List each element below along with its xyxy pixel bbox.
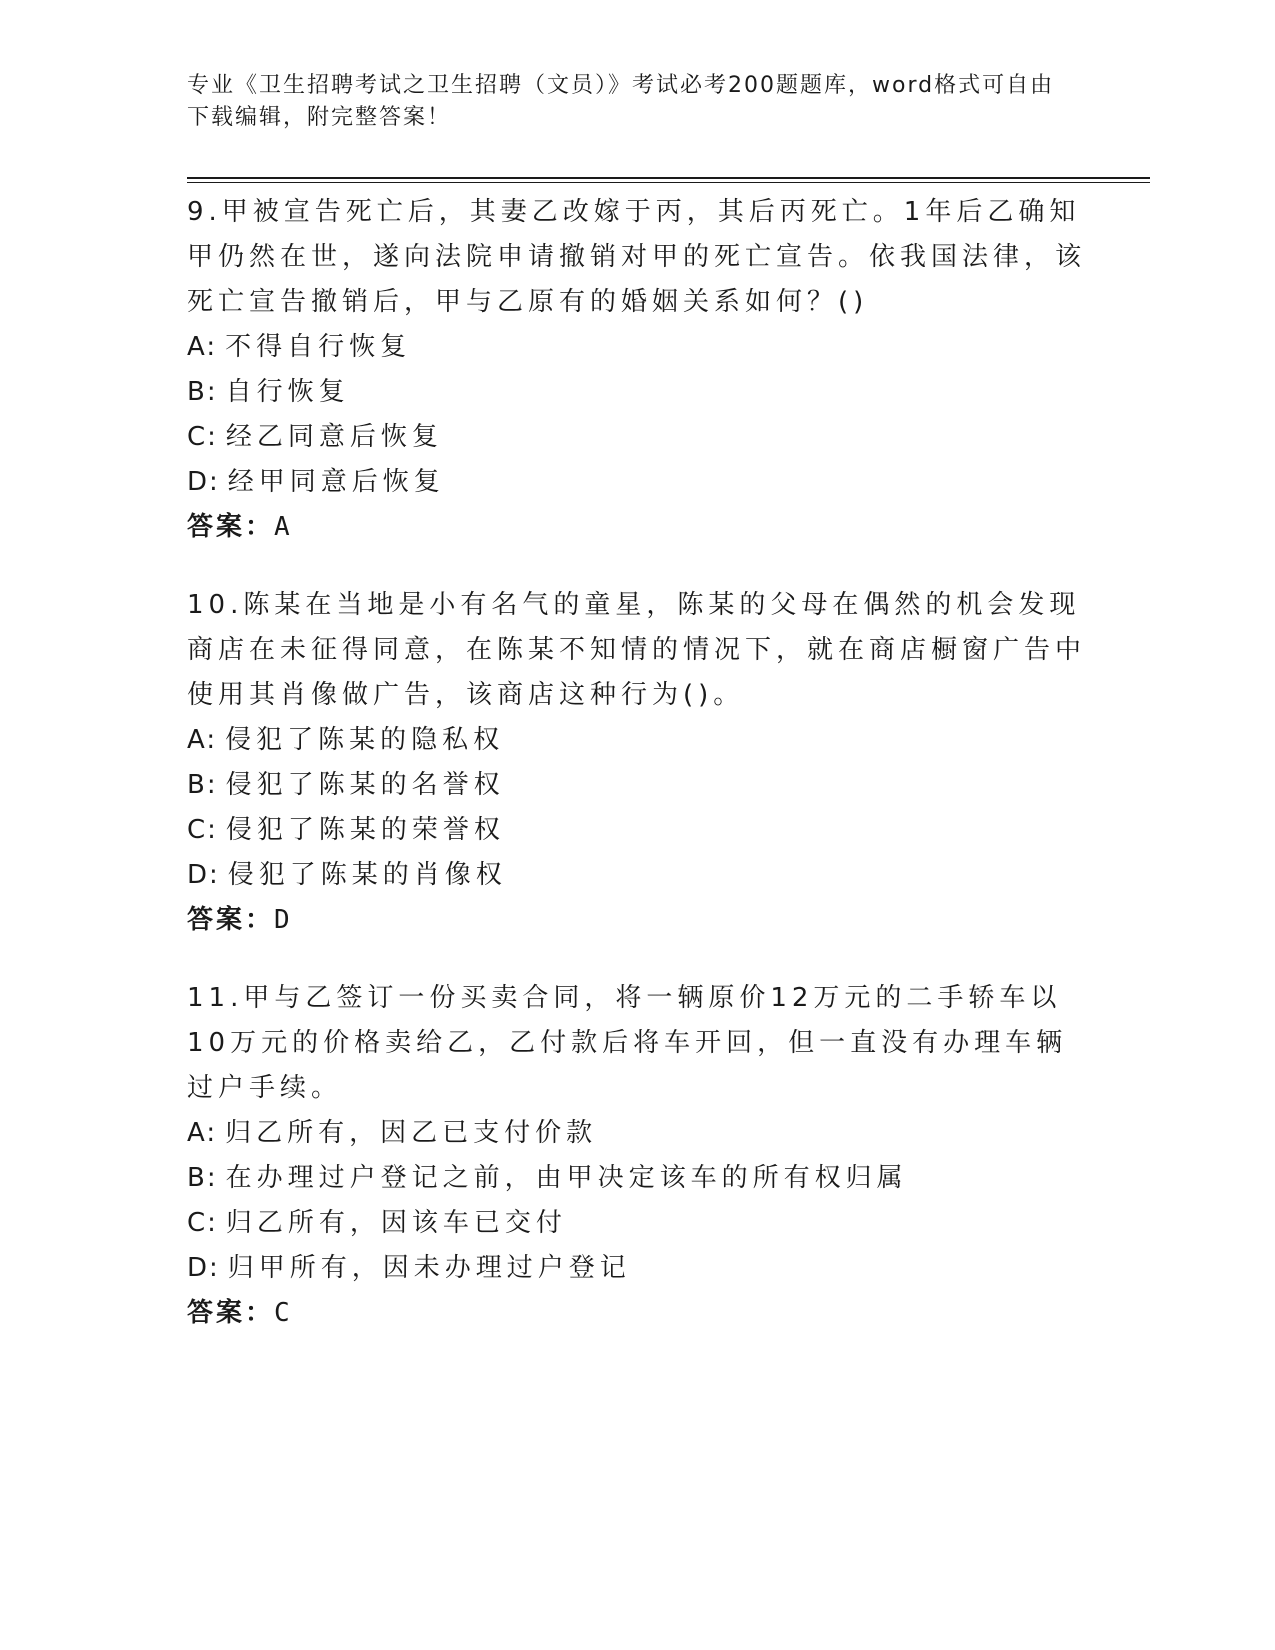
option-c: [187, 1201, 1087, 1246]
option-letter: C:: [187, 1208, 218, 1238]
option-b: [187, 763, 1087, 808]
option-text: 在办理过户登记之前，由甲决定该车的所有权归属: [225, 1163, 908, 1193]
option-c: [187, 415, 1087, 460]
option-letter: B:: [187, 377, 218, 407]
option-text: 自行恢复: [225, 377, 350, 407]
option-letter: D:: [187, 860, 220, 890]
option-letter: A:: [187, 332, 218, 362]
option-b: [187, 370, 1087, 415]
answer-line: [187, 505, 1087, 550]
option-letter: B:: [187, 770, 218, 800]
answer-value: D: [274, 905, 293, 935]
option-letter: C:: [187, 422, 218, 452]
question-stem: 11.甲与乙签订一份买卖合同，将一辆原价12万元的二手轿车以10万元的价格卖给乙，乙付款后将车开回，但一直没有办理车辆过户手续。: [187, 983, 1068, 1103]
answer-value: C: [274, 1298, 293, 1328]
option-text: 归乙所有，因乙已支付价款: [225, 1118, 598, 1148]
question-stem: 9.甲被宣告死亡后，其妻乙改嫁于丙，其后丙死亡。1年后乙确知甲仍然在世，遂向法院申请撤销对甲的死亡宣告。依我国法律，该死亡宣告撤销后，甲与乙原有的婚姻关系如何？(): [187, 197, 1087, 317]
answer-label: 答案：: [187, 1298, 275, 1328]
option-d: [187, 1246, 1087, 1291]
option-text: 经乙同意后恢复: [225, 422, 443, 452]
option-a: [187, 1111, 1087, 1156]
option-letter: A:: [187, 725, 218, 755]
option-letter: D:: [187, 467, 220, 497]
option-letter: C:: [187, 815, 218, 845]
question-10: [187, 583, 1087, 943]
question-9: [187, 190, 1087, 550]
option-text: 归乙所有，因该车已交付: [225, 1208, 567, 1238]
question-list: [187, 190, 1087, 1369]
option-text: 侵犯了陈某的肖像权: [227, 860, 507, 890]
option-d: [187, 460, 1087, 505]
option-text: 侵犯了陈某的名誉权: [225, 770, 505, 800]
option-text: 不得自行恢复: [225, 332, 412, 362]
question-stem: 10.陈某在当地是小有名气的童星，陈某的父母在偶然的机会发现商店在未征得同意，在陈某不知情的情况下，就在商店橱窗广告中使用其肖像做广告，该商店这种行为()。: [187, 590, 1087, 710]
answer-label: 答案：: [187, 905, 275, 935]
header-divider-thin: [187, 182, 1150, 183]
option-letter: D:: [187, 1253, 220, 1283]
question-11: [187, 976, 1087, 1336]
option-b: [187, 1156, 1087, 1201]
option-text: 侵犯了陈某的隐私权: [225, 725, 505, 755]
option-c: [187, 808, 1087, 853]
option-a: [187, 718, 1087, 763]
document-header: [187, 70, 1067, 134]
option-text: 侵犯了陈某的荣誉权: [225, 815, 505, 845]
answer-line: [187, 1291, 1087, 1336]
answer-value: A: [274, 512, 293, 542]
option-d: [187, 853, 1087, 898]
option-text: 经甲同意后恢复: [227, 467, 445, 497]
option-a: [187, 325, 1087, 370]
option-letter: A:: [187, 1118, 218, 1148]
option-text: 归甲所有，因未办理过户登记: [227, 1253, 631, 1283]
header-text: 专业《卫生招聘考试之卫生招聘（文员）》考试必考200题题库，word格式可自由下载编辑，附完整答案！: [187, 73, 1055, 130]
answer-line: [187, 898, 1087, 943]
option-letter: B:: [187, 1163, 218, 1193]
answer-label: 答案：: [187, 512, 275, 542]
header-divider: [187, 177, 1150, 179]
